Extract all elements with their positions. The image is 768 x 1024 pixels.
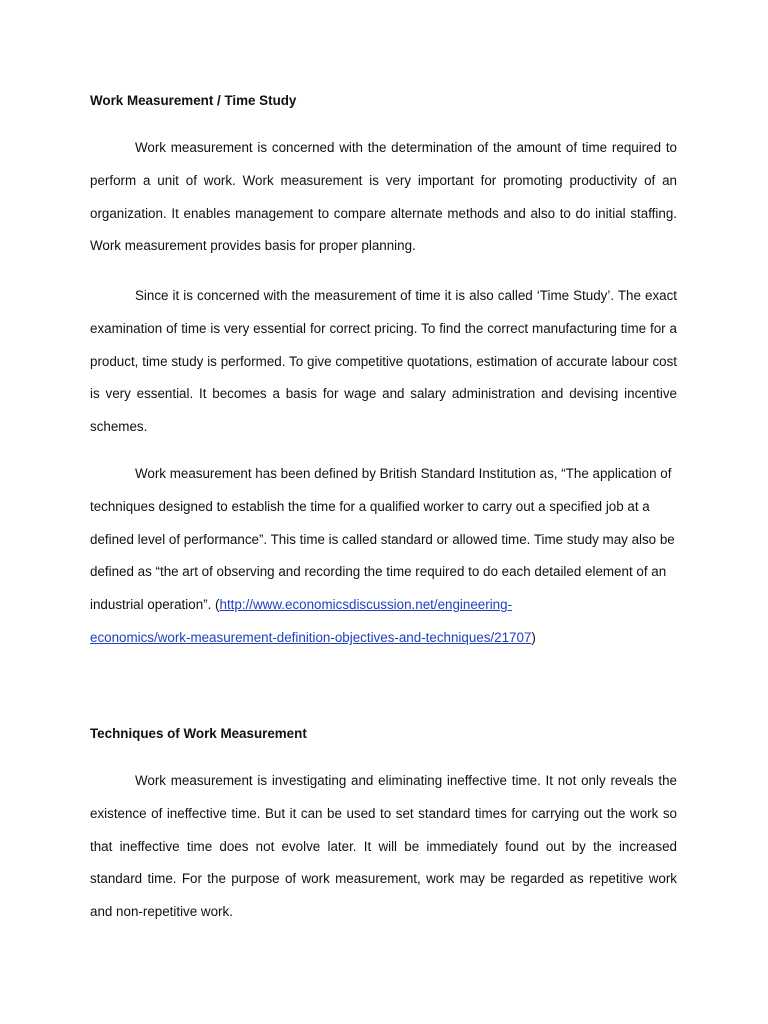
paragraph-time-study: Since it is concerned with the measurement of time it is also called ‘Time Study’. The exact examination of time is very essential for correct pricing. To find the correct manufacturing time for a product, time study is performed. To give competitive quotations, estimation of accurate labour cost is very essential. It becomes a basis for wage and salary administration and devising incentive schemes. — [90, 288, 677, 435]
section-heading-techniques: Techniques of Work Measurement — [90, 726, 307, 741]
paragraph-techniques: Work measurement is investigating and eliminating ineffective time. It not only reveals the existence of ineffective time. But it can be used to set standard times for carrying out the work so that ineffective time does not evolve later. It will be immediately found out by the increased standard time. For the purpose of work measurement, work may be regarded as repetitive work and non-repetitive work. — [90, 773, 677, 920]
definition-text: Work measurement has been defined by British Standard Institution as, “The application of techniques designed to establish the time for a qualified worker to carry out a specified job at a defined level of performance”. This time is called standard or allowed time. Time study may also be defined as “the art of observing and recording the time required to do each detailed element of an industrial operation”. ( — [90, 466, 675, 613]
source-link-part2: economics/work-measurement-definition-objectives-and-techniques/21707 — [90, 629, 532, 645]
definition-close-paren: ) — [531, 629, 536, 645]
section-heading-time-study: Work Measurement / Time Study — [90, 93, 297, 108]
paragraph-definition — [90, 458, 677, 655]
source-link-part1: http://www.economicsdiscussion.net/engineering- — [219, 597, 513, 613]
paragraph-work-measurement-intro: Work measurement is concerned with the determination of the amount of time required to perform a unit of work. Work measurement is very important for promoting productivity of an organization. It enables management to compare alternate methods and also to do initial staffing. Work measurement provides basis for proper planning. — [90, 140, 677, 254]
